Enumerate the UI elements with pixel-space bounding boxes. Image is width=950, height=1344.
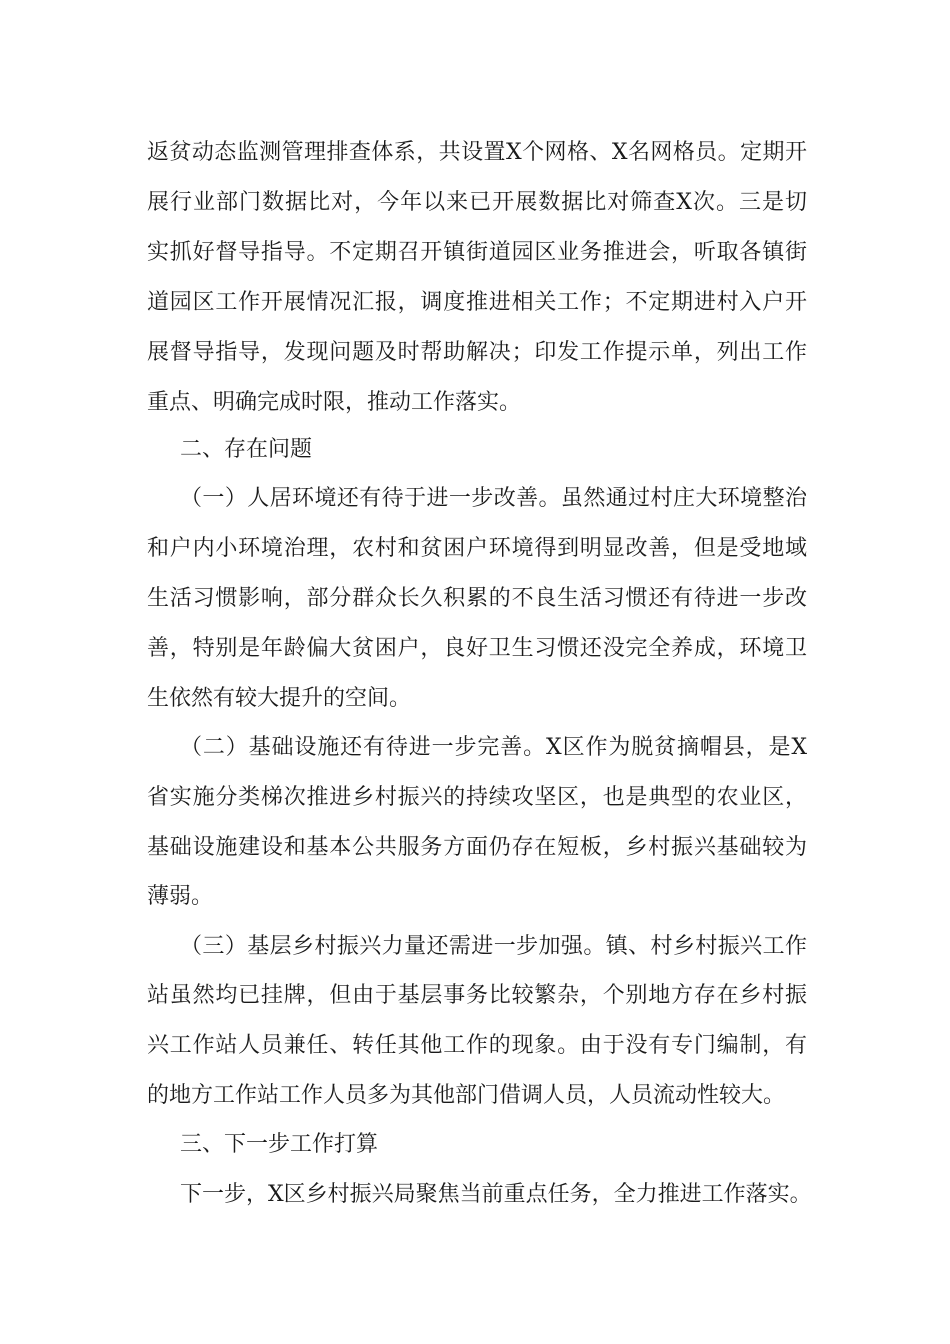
text-line: 和户内小环境治理，农村和贫困户环境得到明显改善，但是受地域 bbox=[147, 536, 807, 561]
text-line: 展督导指导，发现问题及时帮助解决；印发工作提示单，列出工作 bbox=[147, 340, 807, 365]
text-line: 返贫动态监测管理排查体系，共设置X个网格、X名网格员。定期开 bbox=[147, 140, 807, 165]
text-line: 省实施分类梯次推进乡村振兴的持续攻坚区，也是典型的农业区， bbox=[147, 785, 807, 810]
text-line: 站虽然均已挂牌，但由于基层事务比较繁杂，个别地方存在乡村振 bbox=[147, 983, 807, 1008]
text-line: 的地方工作站工作人员多为其他部门借调人员，人员流动性较大。 bbox=[147, 1083, 786, 1108]
text-line: 道园区工作开展情况汇报，调度推进相关工作；不定期进村入户开 bbox=[147, 290, 807, 315]
section-heading: 二、存在问题 bbox=[180, 437, 313, 462]
text-line: 薄弱。 bbox=[147, 884, 214, 909]
paragraph-first-line: 下一步，X区乡村振兴局聚焦当前重点任务，全力推进工作落实。 bbox=[180, 1182, 812, 1207]
text-line: 善，特别是年龄偏大贫困户，良好卫生习惯还没完全养成，环境卫 bbox=[147, 636, 807, 661]
paragraph-first-line: （一）人居环境还有待于进一步改善。虽然通过村庄大环境整治 bbox=[180, 486, 807, 511]
text-line: 兴工作站人员兼任、转任其他工作的现象。由于没有专门编制，有 bbox=[147, 1033, 807, 1058]
text-line: 基础设施建设和基本公共服务方面仍存在短板，乡村振兴基础较为 bbox=[147, 835, 807, 860]
text-line: 实抓好督导指导。不定期召开镇街道园区业务推进会，听取各镇街 bbox=[147, 240, 807, 265]
section-heading: 三、下一步工作打算 bbox=[180, 1132, 379, 1157]
text-line: 生依然有较大提升的空间。 bbox=[147, 686, 412, 711]
text-line: 展行业部门数据比对，今年以来已开展数据比对筛查X次。三是切 bbox=[147, 190, 807, 215]
paragraph-first-line: （三）基层乡村振兴力量还需进一步加强。镇、村乡村振兴工作 bbox=[180, 934, 807, 959]
paragraph-first-line: （二）基础设施还有待进一步完善。X区作为脱贫摘帽县，是X bbox=[180, 735, 807, 760]
text-line: 重点、明确完成时限，推动工作落实。 bbox=[147, 390, 522, 415]
text-line: 生活习惯影响，部分群众长久积累的不良生活习惯还有待进一步改 bbox=[147, 586, 807, 611]
